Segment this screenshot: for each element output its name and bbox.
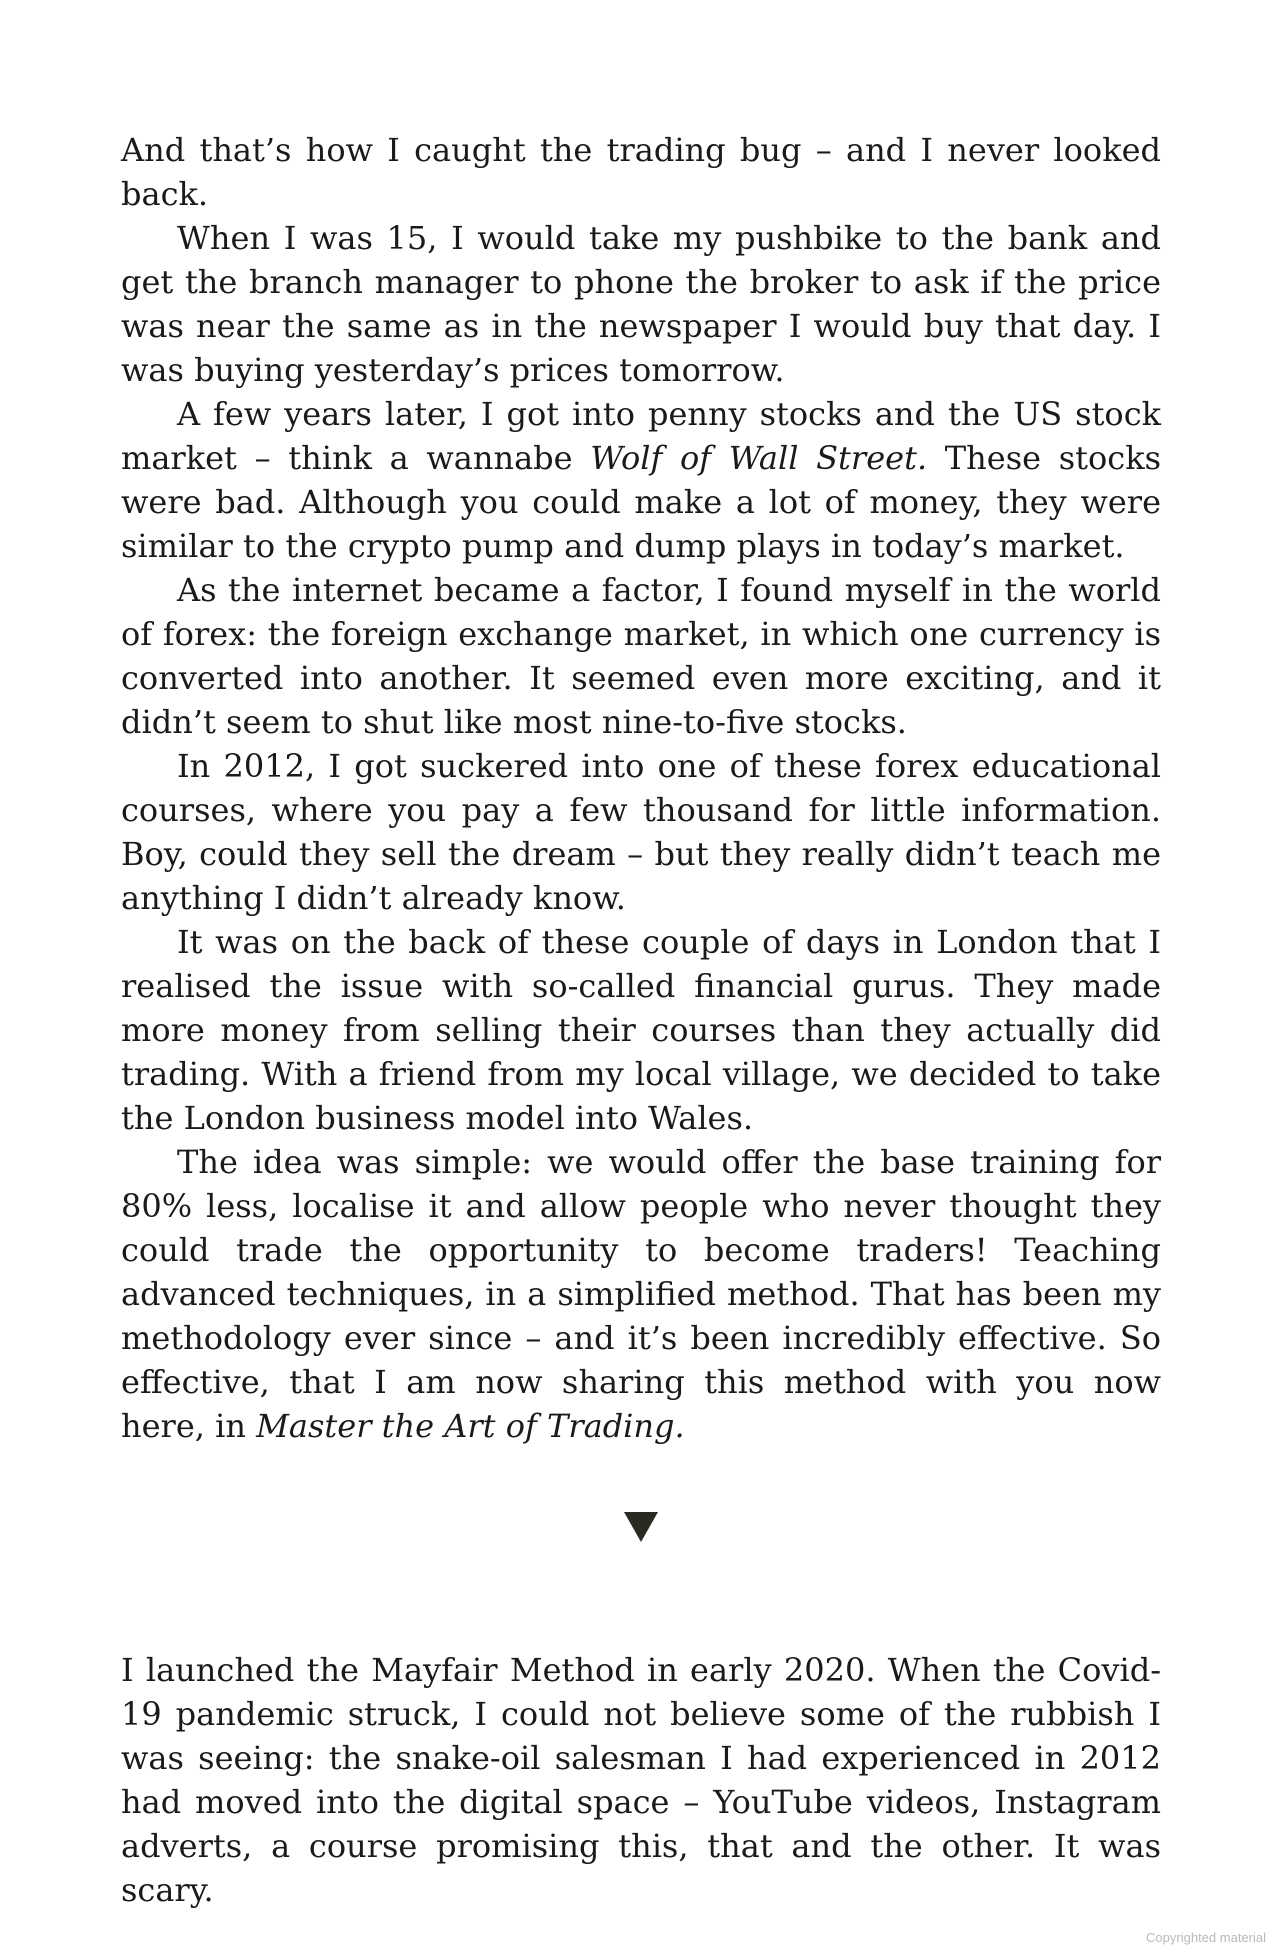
paragraph-text: And that’s how I caught the trading bug – and I never looked back. [121, 131, 1161, 213]
paragraph-london [121, 920, 1161, 1140]
section-break [121, 1448, 1161, 1648]
book-title-reference: Master the Art of Trading. [256, 1407, 685, 1445]
paragraph-penny-stocks [121, 392, 1161, 568]
paragraph-text: In 2012, I got suckered into one of these forex educational courses, where you pay a few thousand for little information. Boy, could they sell the dream – but they really didn’t teach me anything I didn’t already know. [121, 747, 1161, 917]
paragraph-text: As the internet became a factor, I found myself in the world of forex: the foreign exchange market, in which one currency is converted into another. It seemed even more exciting, and it didn’t seem to shut like most nine-to-five stocks. [121, 571, 1161, 741]
paragraph-pushbike [121, 216, 1161, 392]
paragraph-idea [121, 1140, 1161, 1448]
paragraph-forex [121, 568, 1161, 744]
paragraph-text: A few years later, I got into penny stocks and the US stock market – think a wannabe [121, 395, 1161, 477]
paragraph-text: When I was 15, I would take my pushbike to the bank and get the branch manager to phone the broker to ask if the price was near the same as in the newspaper I would buy that day. I was buying yesterday’s prices tomorrow. [121, 219, 1161, 389]
book-page-body [121, 128, 1161, 1912]
paragraph-2012-course [121, 744, 1161, 920]
paragraph-mayfair-method [121, 1648, 1161, 1912]
book-title-reference: Wolf of Wall Street. [590, 439, 928, 477]
copyright-watermark: Copyrighted material [1146, 1930, 1266, 1945]
paragraph-text: It was on the back of these couple of days in London that I realised the issue with so-called financial gurus. They made more money from selling their courses than they actually did trading. With a friend from my local village, we decided to take the London business model into Wales. [121, 923, 1161, 1137]
down-triangle-icon [624, 1512, 658, 1542]
paragraph-trading-bug [121, 128, 1161, 216]
paragraph-text: I launched the Mayfair Method in early 2020. When the Covid-19 pandemic struck, I could not believe some of the rubbish I was seeing: the snake-oil salesman I had experienced in 2012 had moved into the digital space – YouTube videos, Instagram adverts, a course promising this, that and the other. It was scary. [121, 1651, 1161, 1909]
paragraph-text: These stocks were bad. Although you could make a lot of money, they were similar to the crypto pump and dump plays in today’s market. [121, 439, 1162, 565]
paragraph-text: The idea was simple: we would offer the base training for 80% less, localise it and allow people who never thought they could trade the opportunity to become traders! Teaching advanced techniques, in a simplified method. That has been my methodology ever since – and it’s been incredibly effective. So effective, that I am now sharing this method with you now here, in [121, 1143, 1161, 1445]
